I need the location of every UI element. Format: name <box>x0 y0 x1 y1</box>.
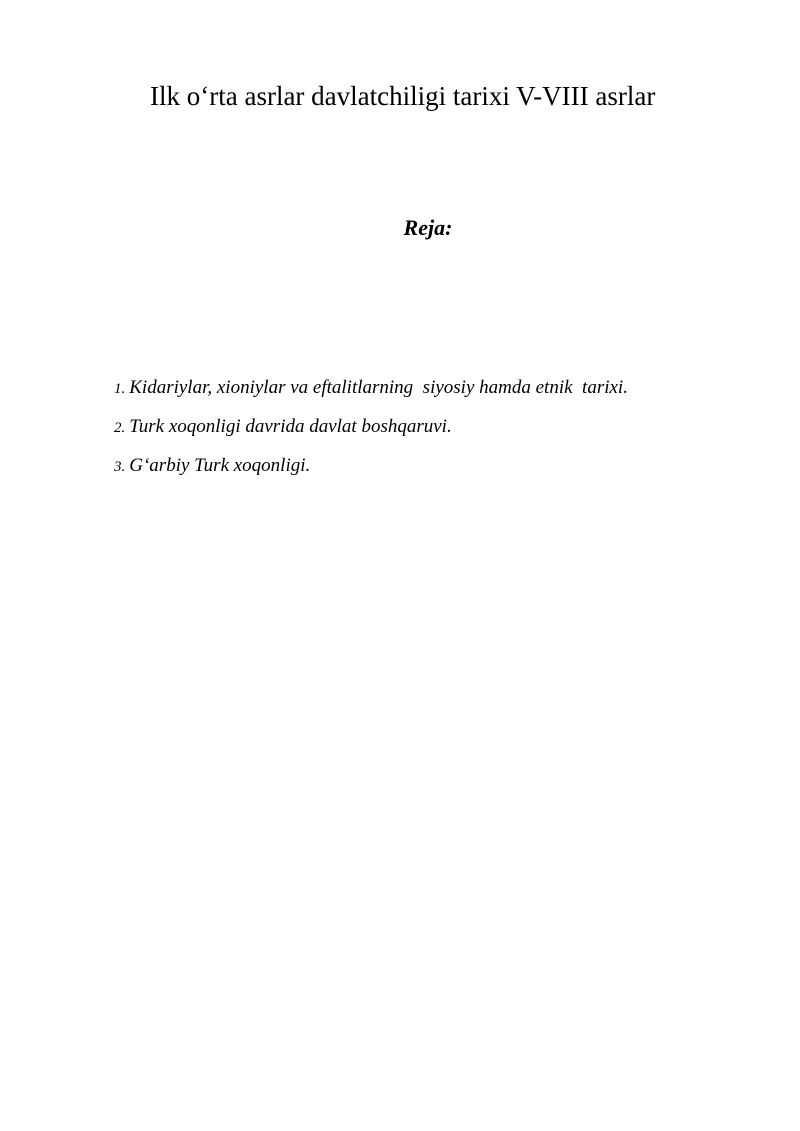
plan-item <box>114 447 628 486</box>
plan-list <box>114 369 628 486</box>
plan-heading: Reja: <box>403 215 453 240</box>
plan-item-number: 1. <box>114 381 126 397</box>
plan-item-text: Kidariylar, xioniylar va eftalitlarning siyosiy hamda etnik tarixi. <box>129 377 628 398</box>
plan-item-text: Turk xoqonligi davrida davlat boshqaruvi. <box>129 416 452 437</box>
plan-item <box>114 369 628 408</box>
document-title: Ilk o‘rta asrlar davlatchiligi tarixi V-VIII asrlar <box>150 81 656 111</box>
plan-item-number: 2. <box>114 420 126 436</box>
plan-item-text: G‘arbiy Turk xoqonligi. <box>129 455 311 476</box>
plan-item-number: 3. <box>114 459 126 475</box>
plan-item <box>114 408 628 447</box>
